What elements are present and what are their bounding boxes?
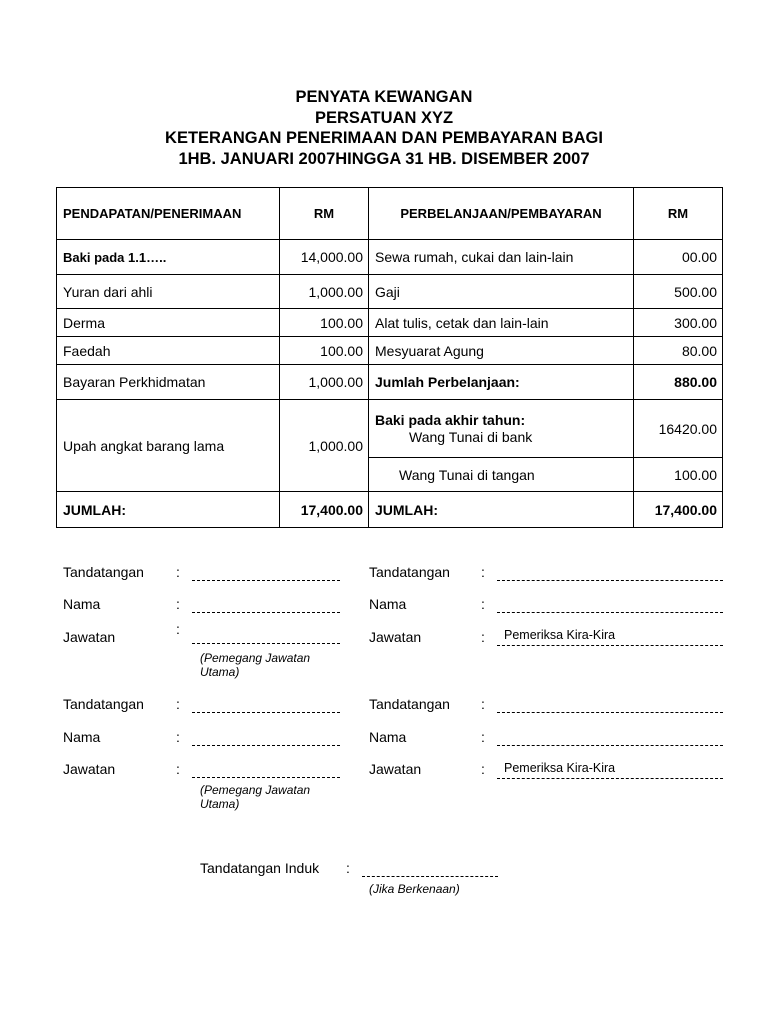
position-note-line-2: Utama) xyxy=(200,665,240,679)
position-label: Jawatan xyxy=(63,629,116,645)
income-label: Bayaran Perkhidmatan xyxy=(57,365,280,400)
position-note xyxy=(200,651,310,679)
income-label: Upah angkat barang lama xyxy=(57,400,280,492)
header-income: PENDAPATAN/PENERIMAAN xyxy=(57,188,280,240)
signature-line[interactable] xyxy=(497,712,723,713)
parent-signature-label: Tandatangan Induk xyxy=(200,860,320,876)
total-income-label: JUMLAH: xyxy=(57,492,280,528)
income-label: Yuran dari ahli xyxy=(57,275,280,309)
table-row xyxy=(57,365,723,400)
signature-line[interactable] xyxy=(192,712,340,713)
parent-signature-note: (Jika Berkenaan) xyxy=(369,882,460,896)
expense-amount: 00.00 xyxy=(634,240,723,275)
total-expense-label: Jumlah Perbelanjaan: xyxy=(369,365,634,400)
title-line-2: PERSATUAN XYZ xyxy=(314,108,454,127)
name-line[interactable] xyxy=(497,612,723,613)
colon: : xyxy=(481,629,485,645)
parent-signature-line[interactable] xyxy=(362,876,498,877)
table-row xyxy=(57,309,723,337)
colon: : xyxy=(481,564,485,580)
title-line-1: PENYATA KEWANGAN xyxy=(295,88,473,106)
name-line[interactable] xyxy=(192,745,340,746)
name-label: Nama xyxy=(63,729,101,745)
signature-label: Tandatangan xyxy=(63,564,144,580)
colon: : xyxy=(176,596,180,612)
income-amount: 100.00 xyxy=(280,337,369,365)
colon: : xyxy=(176,621,180,637)
total-income-amount: 17,400.00 xyxy=(280,492,369,528)
title-line-4: 1HB. JANUARI 2007HINGGA 31 HB. DISEMBER 2007 xyxy=(178,149,590,168)
colon: : xyxy=(176,761,180,777)
position-note-line-1: (Pemegang Jawatan xyxy=(200,651,311,665)
cash-in-bank-label: Wang Tunai di bank xyxy=(409,428,533,445)
table-row xyxy=(57,400,723,458)
table-row xyxy=(57,337,723,365)
ending-balance-label: Baki pada akhir tahun: xyxy=(375,411,526,428)
table-total-row xyxy=(57,492,723,528)
income-label: Baki pada 1.1….. xyxy=(57,240,280,275)
total-payment-amount: 17,400.00 xyxy=(634,492,723,528)
position-label: Jawatan xyxy=(369,629,422,645)
total-payment-label: JUMLAH: xyxy=(369,492,634,528)
expense-label: Mesyuarat Agung xyxy=(369,337,634,365)
table-row xyxy=(57,275,723,309)
name-label: Nama xyxy=(63,596,101,612)
header-income-rm: RM xyxy=(280,188,369,240)
position-note xyxy=(200,783,310,811)
colon: : xyxy=(176,729,180,745)
cash-in-hand-label: Wang Tunai di tangan xyxy=(369,458,634,492)
position-label: Jawatan xyxy=(63,761,116,777)
income-amount: 14,000.00 xyxy=(280,240,369,275)
income-label: Faedah xyxy=(57,337,280,365)
signature-line[interactable] xyxy=(497,580,723,581)
position-line[interactable] xyxy=(192,777,340,778)
table-header-row xyxy=(57,188,723,240)
cash-in-hand-amount: 100.00 xyxy=(634,458,723,492)
expense-label: Alat tulis, cetak dan lain-lain xyxy=(369,309,634,337)
position-value: Pemeriksa Kira-Kira xyxy=(504,761,616,775)
expense-amount: 80.00 xyxy=(634,337,723,365)
income-amount: 1,000.00 xyxy=(280,275,369,309)
position-value: Pemeriksa Kira-Kira xyxy=(504,628,616,642)
name-line[interactable] xyxy=(192,612,340,613)
expense-amount: 500.00 xyxy=(634,275,723,309)
colon: : xyxy=(481,761,485,777)
position-line[interactable] xyxy=(192,643,340,644)
income-amount: 1,000.00 xyxy=(280,365,369,400)
cash-in-bank-amount: 16420.00 xyxy=(634,400,723,458)
income-amount: 1,000.00 xyxy=(280,400,369,492)
name-label: Nama xyxy=(369,596,407,612)
header-expense: PERBELANJAAN/PEMBAYARAN xyxy=(369,188,634,240)
income-amount: 100.00 xyxy=(280,309,369,337)
colon: : xyxy=(176,564,180,580)
ending-balance-cell xyxy=(369,400,634,458)
name-line[interactable] xyxy=(497,745,723,746)
income-label: Derma xyxy=(57,309,280,337)
position-note-line-2: Utama) xyxy=(200,797,240,811)
expense-label: Gaji xyxy=(369,275,634,309)
colon: : xyxy=(481,729,485,745)
signature-line[interactable] xyxy=(192,580,340,581)
signature-label: Tandatangan xyxy=(369,696,450,712)
position-note-line-1: (Pemegang Jawatan xyxy=(200,783,311,797)
colon: : xyxy=(176,696,180,712)
document-title xyxy=(0,87,768,169)
header-expense-rm: RM xyxy=(634,188,723,240)
signature-label: Tandatangan xyxy=(63,696,144,712)
colon: : xyxy=(481,696,485,712)
position-line[interactable] xyxy=(497,645,723,646)
financial-statement-table xyxy=(56,187,723,528)
title-line-3: KETERANGAN PENERIMAAN DAN PEMBAYARAN BAGI xyxy=(165,129,603,147)
expense-label: Sewa rumah, cukai dan lain-lain xyxy=(369,240,634,275)
expense-amount: 300.00 xyxy=(634,309,723,337)
table-row xyxy=(57,240,723,275)
colon: : xyxy=(346,860,350,876)
colon: : xyxy=(481,596,485,612)
name-label: Nama xyxy=(369,729,407,745)
position-label: Jawatan xyxy=(369,761,422,777)
total-expense-amount: 880.00 xyxy=(634,365,723,400)
position-line[interactable] xyxy=(497,778,723,779)
signature-label: Tandatangan xyxy=(369,564,450,580)
